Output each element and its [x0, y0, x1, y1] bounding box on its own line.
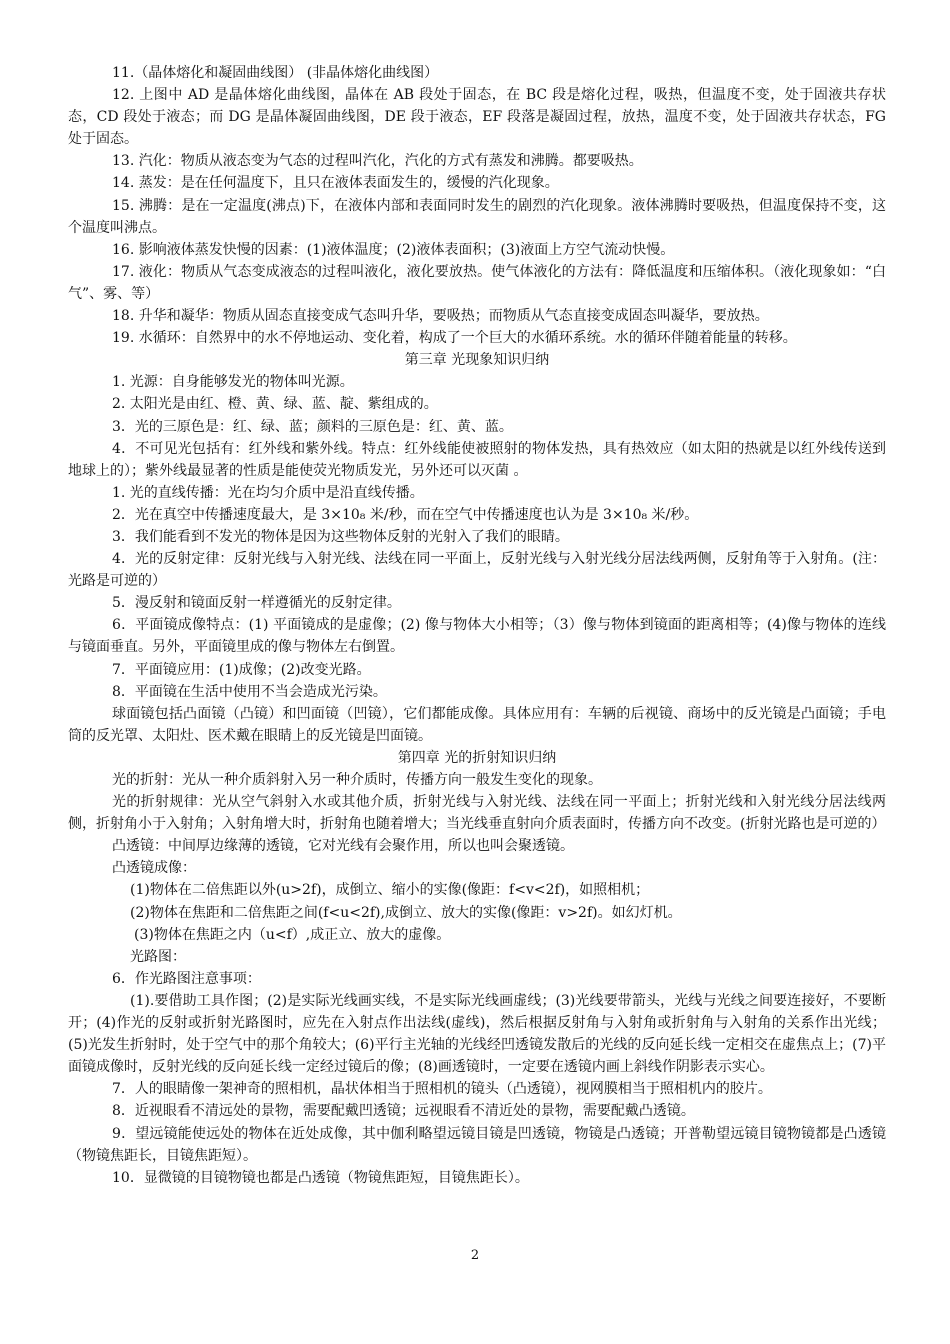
paragraph: 2. 太阳光是由红、橙、黄、绿、蓝、靛、紫组成的。 — [112, 396, 438, 413]
paragraph: 凸透镜成像： — [112, 860, 196, 877]
paragraph: 19. 水循环：自然界中的水不停地运动、变化着，构成了一个巨大的水循环系统。水的循环伴随着能量的转移。 — [112, 330, 797, 347]
paragraph: 14. 蒸发：是在任何温度下，且只在液体表面发生的，缓慢的汽化现象。 — [112, 175, 559, 192]
paragraph: 6．平面镜成像特点：(1) 平面镜成的是虚像；(2) 像与物体大小相等；（3）像与物体到镜面的距离相等；(4)像与物体的连线与镜面垂直。另外，平面镜里成的像与物体左右倒置。 — [68, 617, 886, 656]
paragraph: 4．不可见光包括有：红外线和紫外线。特点：红外线能使被照射的物体发热，具有热效应（如太阳的热就是以红外线传送到地球上的）；紫外线最显著的性质是能使荧光物质发光，另外还可以灭菌 。 — [68, 440, 886, 479]
paragraph: 8．平面镜在生活中使用不当会造成光污染。 — [112, 683, 387, 700]
chapter-heading: 第三章 光现象知识归纳 — [404, 352, 550, 369]
paragraph: 17. 液化：物质从气态变成液态的过程叫液化，液化要放热。使气体液化的方法有：降低温度和压缩体积。（液化现象如：“白气”、雾、等） — [68, 263, 886, 302]
paragraph: 1. 光源：自身能够发光的物体叫光源。 — [112, 374, 354, 391]
document-body — [68, 62, 886, 1189]
paragraph: 16. 影响液体蒸发快慢的因素：(1)液体温度；(2)液体表面积；(3)液面上方空气流动快慢。 — [112, 241, 675, 258]
paragraph: (1).要借助工具作图；(2)是实际光线画实线，不是实际光线画虚线；(3)光线要带箭头，光线与光线之间要连接好，不要断开；(4)作光的反射或折射光路图时，应先在入射点作出法线(虚线)，然后根据反射角与入射角或折射角与入射角的关系作出光线；(5)光发生折射时，处于空气中的那个角较大；(6)平行主光轴的光线经凹透镜发散后的光线的反向延长线一定相交在虚焦点上；(7)平面镜成像时，反射光线的反向延长线一定经过镜后的像；(8)画透镜时，一定要在透镜内画上斜线作阴影表示实心。 — [68, 992, 886, 1076]
paragraph: 凸透镜：中间厚边缘薄的透镜，它对光线有会聚作用，所以也叫会聚透镜。 — [112, 838, 574, 855]
paragraph: 7．平面镜应用：(1)成像；(2)改变光路。 — [112, 661, 371, 678]
list-item: (1)物体在二倍焦距以外(u>2f)，成倒立、缩小的实像(像距：f<v<2f)，如照相机； — [130, 882, 650, 899]
paragraph: 4．光的反射定律：反射光线与入射光线、法线在同一平面上，反射光线与入射光线分居法线两侧，反射角等于入射角。(注：光路是可逆的） — [68, 551, 886, 590]
paragraph: 球面镜包括凸面镜（凸镜）和凹面镜（凹镜），它们都能成像。具体应用有：车辆的后视镜、商场中的反光镜是凸面镜；手电筒的反光罩、太阳灶、医术戴在眼睛上的反光镜是凹面镜。 — [68, 705, 886, 744]
paragraph: 3．光的三原色是：红、绿、蓝；颜料的三原色是：红、黄、蓝。 — [112, 418, 513, 435]
paragraph: 光的折射：光从一种介质斜射入另一种介质时，传播方向一般发生变化的现象。 — [112, 772, 602, 788]
paragraph: 13. 汽化：物质从液态变为气态的过程叫汽化，汽化的方式有蒸发和沸腾。都要吸热。 — [112, 153, 643, 170]
chapter-heading: 第四章 光的折射知识归纳 — [397, 749, 557, 766]
paragraph: 2．光在真空中传播速度最大，是 3×10₈ 米/秒，而在空气中传播速度也认为是 3×10₈ 米/秒。 — [112, 506, 699, 523]
page-number: 2 — [470, 1248, 480, 1263]
paragraph: 8．近视眼看不清远处的景物，需要配戴凹透镜；远视眼看不清近处的景物，需要配戴凸透镜。 — [112, 1103, 695, 1120]
paragraph: 光路图： — [130, 948, 186, 965]
paragraph: 3．我们能看到不发光的物体是因为这些物体反射的光射入了我们的眼睛。 — [112, 528, 569, 545]
paragraph: 11.（晶体熔化和凝固曲线图） (非晶体熔化曲线图） — [112, 65, 439, 81]
paragraph: 6．作光路图注意事项： — [112, 970, 261, 987]
paragraph: 9．望远镜能使远处的物体在近处成像，其中伽利略望远镜目镜是凹透镜，物镜是凸透镜；开普勒望远镜目镜物镜都是凸透镜（物镜焦距长，目镜焦距短）。 — [68, 1125, 886, 1164]
paragraph: 5．漫反射和镜面反射一样遵循光的反射定律。 — [112, 595, 401, 612]
list-item: (2)物体在焦距和二倍焦距之间(f<u<2f),成倒立、放大的实像(像距：v>2f)。如幻灯机。 — [130, 904, 682, 921]
paragraph: 光的折射规律：光从空气斜射入水或其他介质，折射光线与入射光线、法线在同一平面上；折射光线和入射光线分居法线两侧，折射角小于入射角；入射角增大时，折射角也随着增大；当光线垂直射向介质表面时，传播方向不改变。(折射光路也是可逆的） — [68, 794, 886, 833]
paragraph: 7．人的眼睛像一架神奇的照相机，晶状体相当于照相机的镜头（凸透镜），视网膜相当于照相机内的胶片。 — [112, 1081, 772, 1098]
paragraph: 10．显微镜的目镜物镜也都是凸透镜（物镜焦距短，目镜焦距长）。 — [112, 1169, 529, 1186]
list-item: (3)物体在焦距之内（u<f）,成正立、放大的虚像。 — [134, 926, 451, 943]
paragraph: 15. 沸腾：是在一定温度(沸点)下，在液体内部和表面同时发生的剧烈的汽化现象。液体沸腾时要吸热，但温度保持不变，这个温度叫沸点。 — [68, 197, 886, 236]
paragraph: 12. 上图中 AD 是晶体熔化曲线图，晶体在 AB 段处于固态，在 BC 段是熔化过程，吸热，但温度不变，处于固液共存状态，CD 段处于液态；而 DG 是晶体凝固曲线图，DE 段于液态，EF 段落是凝固过程，放热，温度不变，处于固液共存状态，FG 处于固态。 — [68, 87, 886, 148]
paragraph: 1. 光的直线传播：光在均匀介质中是沿直线传播。 — [112, 484, 424, 501]
paragraph: 18. 升华和凝华：物质从固态直接变成气态叫升华，要吸热；而物质从气态直接变成固态叫凝华，要放热。 — [112, 308, 769, 325]
